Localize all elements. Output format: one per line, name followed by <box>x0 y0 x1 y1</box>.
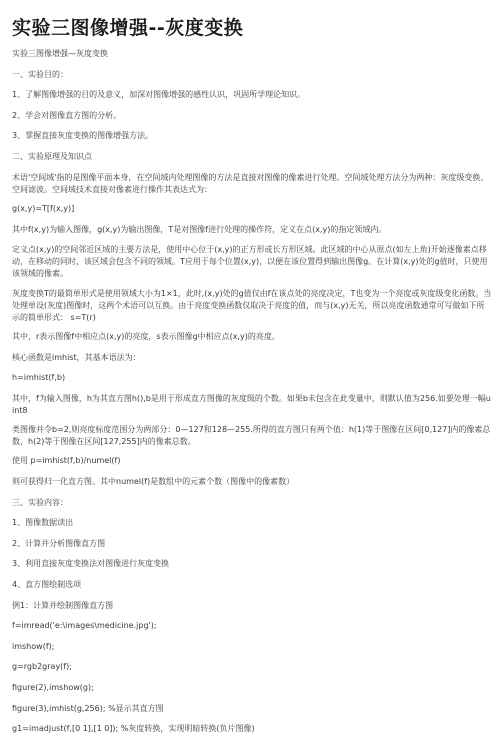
section-heading-content: 三、实验内容： <box>12 497 68 507</box>
example-1-heading: 例1：计算并绘制图像直方图 <box>12 600 114 610</box>
code-line-figure2: figure(2),imshow(g); <box>12 683 94 693</box>
content-item-1: 1、图像数据读出 <box>12 518 74 528</box>
purpose-item-2: 2、学会对图像直方图的分析。 <box>12 110 122 120</box>
section-heading-purpose: 一、实验目的： <box>12 69 68 79</box>
principle-paragraph-definitions: 其中f(x,y)为输入图像，g(x,y)为输出图像，T是对图像f进行处理的操作符，定义在点(x,y)的指定领域内。 <box>12 224 387 234</box>
principle-paragraph-imhist-params: 其中，f为输入图像，h为其直方图h(),b是用于形成直方图像的灰度级的个数。如果b未包含在此变量中，则默认值为256.如要处理一幅uint8 <box>12 393 491 415</box>
content-item-4: 4、直方图绘制选项 <box>12 580 82 590</box>
principle-paragraph-numel: 则可获得归一化直方图。其中numel(f)是数组中的元素个数（图像中的像素数） <box>12 477 295 487</box>
code-line-imadjust: g1=imadjust(f,[0 1],[1 0]); %灰度转换，实现明暗转换(负片图像) <box>12 724 255 734</box>
principle-paragraph-r-s: 其中，r表示图像f中相应点(x,y)的亮度，s表示图像g中相应点(x,y)的亮度。 <box>12 331 280 341</box>
purpose-item-3: 3、掌握直接灰度变换的图像增强方法。 <box>12 131 154 141</box>
principle-paragraph-spatial-domain: 术语'空间域'指的是图像平面本身，在空间域内处理图像的方法是直接对图像的像素进行处理。空间域处理方法分为两种：灰度级变换、空间滤波。空间域技术直接对像素进行操作其表达式为： <box>12 172 489 194</box>
code-line-figure3: figure(3),imhist(g,256); %显示其直方图 <box>12 703 164 713</box>
code-line-imread: f=imread('e:\images\medicine.jpg'); <box>12 621 157 631</box>
principle-paragraph-neighborhood: 定义点(x,y)的空间邻近区域的主要方法是，使用中心位于(x,y)的正方形或长方形区域。此区域的中心从原点(如左上角)开始逐像素点移动，在移动的同时，该区域会包含不同的领域。T应用于每个位置(x,y)，以便在该位置得到输出图像g。在计算(x,y)处的g值时，只使用该领域的像素。 <box>12 245 488 279</box>
principle-paragraph-b2-example: 类图像并令b=2,则亮度标度范围分为两部分：0—127和128—255.所得的直方图只有两个值：h(1)等于图像在区间[0,127]内的像素总数，h(2)等于图像在区间[127,255]内的像素总数。 <box>12 425 491 447</box>
content-item-2: 2、计算并分析图像直方图 <box>12 538 106 548</box>
principle-paragraph-imhist: 核心函数是imhist，其基本语法为： <box>12 352 141 362</box>
formula-normalized: 使用 p=imhist(f,b)/numel(f) <box>12 456 121 466</box>
code-line-imshow: imshow(f); <box>12 641 55 651</box>
formula-imhist: h=imhist(f,b) <box>12 373 66 383</box>
section-heading-principle: 二、实验原理及知识点 <box>12 151 92 161</box>
content-item-3: 3、利用直接灰度变换法对图像进行灰度变换 <box>12 559 170 569</box>
document-title: 实验三图像增强--灰度变换 <box>12 17 244 39</box>
subtitle-paragraph: 实验三图像增强—灰度变换 <box>12 49 108 58</box>
purpose-item-1: 1、了解图像增强的目的及意义，加深对图像增强的感性认识，巩固所学理论知识。 <box>12 90 306 100</box>
principle-paragraph-intensity-transform: 灰度变换T的最简单形式是使用领域大小为1×1，此时,(x,y)处的g值仅由f在该点处的亮度决定，T也变为一个亮度或灰度级变化函数。当处理单设(灰度)图像时，这两个术语可以互换。由于亮度变换函数仅取决于亮度的值，而与(x,y)无关，所以亮度函数通常可写做如下所示的简单形式： s=T(r) <box>12 288 492 322</box>
code-line-rgb2gray: g=rgb2gray(f); <box>12 662 72 672</box>
formula-transform: g(x,y)=T[f(x,y)] <box>12 203 75 213</box>
